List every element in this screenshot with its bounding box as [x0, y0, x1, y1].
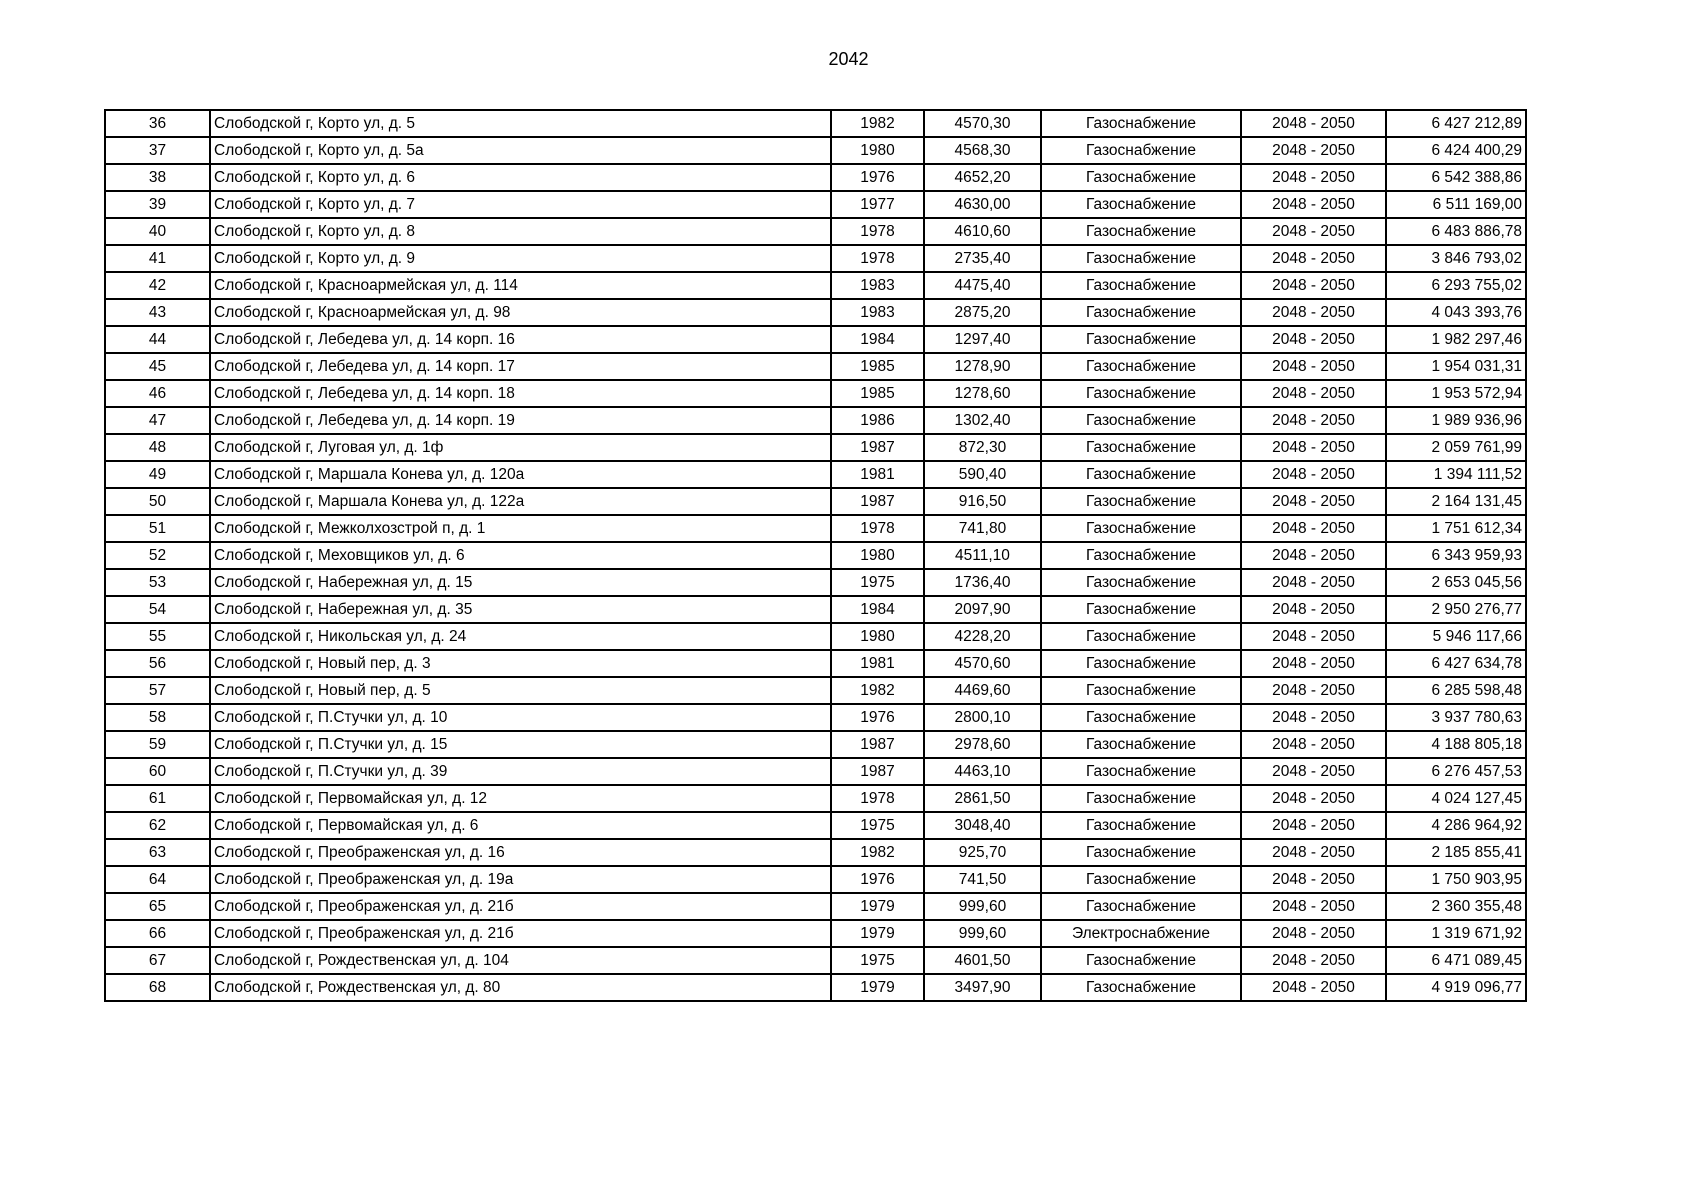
table-row [105, 866, 1526, 893]
build-year-cell: 1987 [831, 731, 924, 758]
row-number-cell: 62 [105, 812, 210, 839]
period-cell: 2048 - 2050 [1241, 110, 1386, 137]
work-type-cell: Газоснабжение [1041, 623, 1241, 650]
cost-cell: 2 164 131,45 [1386, 488, 1526, 515]
table-row [105, 299, 1526, 326]
area-cell: 4601,50 [924, 947, 1041, 974]
work-type-cell: Газоснабжение [1041, 542, 1241, 569]
table-row [105, 731, 1526, 758]
area-cell: 2097,90 [924, 596, 1041, 623]
address-cell: Слободской г, Корто ул, д. 9 [210, 245, 831, 272]
table-row [105, 920, 1526, 947]
work-type-cell: Газоснабжение [1041, 434, 1241, 461]
period-cell: 2048 - 2050 [1241, 326, 1386, 353]
address-cell: Слободской г, Корто ул, д. 5 [210, 110, 831, 137]
work-type-cell: Газоснабжение [1041, 731, 1241, 758]
table-row [105, 893, 1526, 920]
build-year-cell: 1986 [831, 407, 924, 434]
cost-cell: 6 285 598,48 [1386, 677, 1526, 704]
row-number-cell: 41 [105, 245, 210, 272]
work-type-cell: Газоснабжение [1041, 218, 1241, 245]
cost-cell: 4 043 393,76 [1386, 299, 1526, 326]
period-cell: 2048 - 2050 [1241, 947, 1386, 974]
address-cell: Слободской г, Преображенская ул, д. 16 [210, 839, 831, 866]
row-number-cell: 60 [105, 758, 210, 785]
row-number-cell: 37 [105, 137, 210, 164]
cost-cell: 6 276 457,53 [1386, 758, 1526, 785]
address-cell: Слободской г, П.Стучки ул, д. 15 [210, 731, 831, 758]
work-type-cell: Газоснабжение [1041, 515, 1241, 542]
area-cell: 4652,20 [924, 164, 1041, 191]
table-row [105, 191, 1526, 218]
row-number-cell: 66 [105, 920, 210, 947]
period-cell: 2048 - 2050 [1241, 731, 1386, 758]
row-number-cell: 67 [105, 947, 210, 974]
period-cell: 2048 - 2050 [1241, 407, 1386, 434]
build-year-cell: 1975 [831, 947, 924, 974]
period-cell: 2048 - 2050 [1241, 785, 1386, 812]
cost-cell: 1 982 297,46 [1386, 326, 1526, 353]
period-cell: 2048 - 2050 [1241, 569, 1386, 596]
build-year-cell: 1984 [831, 596, 924, 623]
row-number-cell: 58 [105, 704, 210, 731]
table-row [105, 218, 1526, 245]
period-cell: 2048 - 2050 [1241, 650, 1386, 677]
period-cell: 2048 - 2050 [1241, 596, 1386, 623]
work-type-cell: Газоснабжение [1041, 137, 1241, 164]
address-cell: Слободской г, Меховщиков ул, д. 6 [210, 542, 831, 569]
area-cell: 2735,40 [924, 245, 1041, 272]
address-cell: Слободской г, Корто ул, д. 7 [210, 191, 831, 218]
table-row [105, 353, 1526, 380]
area-cell: 916,50 [924, 488, 1041, 515]
build-year-cell: 1979 [831, 974, 924, 1001]
cost-cell: 3 846 793,02 [1386, 245, 1526, 272]
address-cell: Слободской г, Корто ул, д. 6 [210, 164, 831, 191]
address-cell: Слободской г, Маршала Конева ул, д. 120а [210, 461, 831, 488]
table-row [105, 137, 1526, 164]
row-number-cell: 53 [105, 569, 210, 596]
period-cell: 2048 - 2050 [1241, 299, 1386, 326]
area-cell: 4568,30 [924, 137, 1041, 164]
table-row [105, 569, 1526, 596]
area-cell: 4610,60 [924, 218, 1041, 245]
address-cell: Слободской г, Преображенская ул, д. 19а [210, 866, 831, 893]
table-row [105, 326, 1526, 353]
cost-cell: 1 751 612,34 [1386, 515, 1526, 542]
area-cell: 4570,30 [924, 110, 1041, 137]
row-number-cell: 45 [105, 353, 210, 380]
area-cell: 2800,10 [924, 704, 1041, 731]
work-type-cell: Газоснабжение [1041, 299, 1241, 326]
cost-cell: 4 024 127,45 [1386, 785, 1526, 812]
period-cell: 2048 - 2050 [1241, 893, 1386, 920]
cost-cell: 2 360 355,48 [1386, 893, 1526, 920]
work-type-cell: Газоснабжение [1041, 866, 1241, 893]
work-type-cell: Газоснабжение [1041, 353, 1241, 380]
address-cell: Слободской г, Лебедева ул, д. 14 корп. 19 [210, 407, 831, 434]
area-cell: 1278,90 [924, 353, 1041, 380]
address-cell: Слободской г, Рождественская ул, д. 80 [210, 974, 831, 1001]
cost-cell: 2 059 761,99 [1386, 434, 1526, 461]
cost-cell: 6 471 089,45 [1386, 947, 1526, 974]
row-number-cell: 61 [105, 785, 210, 812]
row-number-cell: 39 [105, 191, 210, 218]
period-cell: 2048 - 2050 [1241, 488, 1386, 515]
row-number-cell: 68 [105, 974, 210, 1001]
address-cell: Слободской г, Лебедева ул, д. 14 корп. 16 [210, 326, 831, 353]
work-type-cell: Газоснабжение [1041, 326, 1241, 353]
build-year-cell: 1981 [831, 650, 924, 677]
period-cell: 2048 - 2050 [1241, 218, 1386, 245]
work-type-cell: Газоснабжение [1041, 380, 1241, 407]
work-type-cell: Газоснабжение [1041, 650, 1241, 677]
period-cell: 2048 - 2050 [1241, 839, 1386, 866]
period-cell: 2048 - 2050 [1241, 515, 1386, 542]
row-number-cell: 42 [105, 272, 210, 299]
address-cell: Слободской г, Межколхозстрой п, д. 1 [210, 515, 831, 542]
area-cell: 999,60 [924, 920, 1041, 947]
row-number-cell: 59 [105, 731, 210, 758]
row-number-cell: 48 [105, 434, 210, 461]
table-row [105, 434, 1526, 461]
period-cell: 2048 - 2050 [1241, 353, 1386, 380]
row-number-cell: 54 [105, 596, 210, 623]
build-year-cell: 1987 [831, 434, 924, 461]
row-number-cell: 63 [105, 839, 210, 866]
table-row [105, 380, 1526, 407]
cost-cell: 2 185 855,41 [1386, 839, 1526, 866]
work-type-cell: Газоснабжение [1041, 596, 1241, 623]
work-type-cell: Газоснабжение [1041, 677, 1241, 704]
cost-cell: 6 427 634,78 [1386, 650, 1526, 677]
build-year-cell: 1978 [831, 785, 924, 812]
row-number-cell: 36 [105, 110, 210, 137]
area-cell: 590,40 [924, 461, 1041, 488]
cost-cell: 6 293 755,02 [1386, 272, 1526, 299]
table-row [105, 542, 1526, 569]
row-number-cell: 52 [105, 542, 210, 569]
address-cell: Слободской г, П.Стучки ул, д. 10 [210, 704, 831, 731]
table-row [105, 461, 1526, 488]
row-number-cell: 43 [105, 299, 210, 326]
table-row [105, 839, 1526, 866]
build-year-cell: 1975 [831, 569, 924, 596]
row-number-cell: 55 [105, 623, 210, 650]
address-cell: Слободской г, Первомайская ул, д. 12 [210, 785, 831, 812]
page-number: 2042 [828, 49, 869, 69]
work-type-cell: Газоснабжение [1041, 407, 1241, 434]
period-cell: 2048 - 2050 [1241, 812, 1386, 839]
row-number-cell: 51 [105, 515, 210, 542]
build-year-cell: 1982 [831, 839, 924, 866]
work-type-cell: Газоснабжение [1041, 839, 1241, 866]
build-year-cell: 1982 [831, 110, 924, 137]
row-number-cell: 44 [105, 326, 210, 353]
build-year-cell: 1987 [831, 488, 924, 515]
area-cell: 2978,60 [924, 731, 1041, 758]
period-cell: 2048 - 2050 [1241, 704, 1386, 731]
row-number-cell: 49 [105, 461, 210, 488]
cost-cell: 2 653 045,56 [1386, 569, 1526, 596]
table-row [105, 785, 1526, 812]
period-cell: 2048 - 2050 [1241, 623, 1386, 650]
build-year-cell: 1980 [831, 137, 924, 164]
area-cell: 999,60 [924, 893, 1041, 920]
table-row [105, 623, 1526, 650]
build-year-cell: 1980 [831, 542, 924, 569]
row-number-cell: 57 [105, 677, 210, 704]
period-cell: 2048 - 2050 [1241, 758, 1386, 785]
table-row [105, 758, 1526, 785]
address-cell: Слободской г, Корто ул, д. 8 [210, 218, 831, 245]
table-row [105, 677, 1526, 704]
cost-cell: 3 937 780,63 [1386, 704, 1526, 731]
address-cell: Слободской г, Преображенская ул, д. 21б [210, 920, 831, 947]
cost-cell: 6 343 959,93 [1386, 542, 1526, 569]
work-type-cell: Газоснабжение [1041, 461, 1241, 488]
cost-cell: 1 954 031,31 [1386, 353, 1526, 380]
table-body [105, 110, 1526, 1001]
work-type-cell: Газоснабжение [1041, 812, 1241, 839]
work-type-cell: Газоснабжение [1041, 488, 1241, 515]
address-cell: Слободской г, Набережная ул, д. 35 [210, 596, 831, 623]
table-row [105, 515, 1526, 542]
table-row [105, 164, 1526, 191]
work-type-cell: Газоснабжение [1041, 947, 1241, 974]
area-cell: 4463,10 [924, 758, 1041, 785]
build-year-cell: 1978 [831, 515, 924, 542]
row-number-cell: 40 [105, 218, 210, 245]
period-cell: 2048 - 2050 [1241, 434, 1386, 461]
work-type-cell: Газоснабжение [1041, 758, 1241, 785]
area-cell: 4475,40 [924, 272, 1041, 299]
address-cell: Слободской г, Маршала Конева ул, д. 122а [210, 488, 831, 515]
build-year-cell: 1976 [831, 866, 924, 893]
address-cell: Слободской г, Красноармейская ул, д. 114 [210, 272, 831, 299]
address-cell: Слободской г, Луговая ул, д. 1ф [210, 434, 831, 461]
build-year-cell: 1975 [831, 812, 924, 839]
build-year-cell: 1979 [831, 893, 924, 920]
address-cell: Слободской г, Новый пер, д. 3 [210, 650, 831, 677]
area-cell: 872,30 [924, 434, 1041, 461]
row-number-cell: 56 [105, 650, 210, 677]
cost-cell: 1 394 111,52 [1386, 461, 1526, 488]
address-cell: Слободской г, Лебедева ул, д. 14 корп. 17 [210, 353, 831, 380]
area-cell: 4570,60 [924, 650, 1041, 677]
build-year-cell: 1976 [831, 164, 924, 191]
work-type-cell: Газоснабжение [1041, 110, 1241, 137]
table-row [105, 488, 1526, 515]
cost-cell: 6 483 886,78 [1386, 218, 1526, 245]
row-number-cell: 47 [105, 407, 210, 434]
table-row [105, 947, 1526, 974]
work-type-cell: Газоснабжение [1041, 164, 1241, 191]
work-type-cell: Газоснабжение [1041, 785, 1241, 812]
address-cell: Слободской г, Красноармейская ул, д. 98 [210, 299, 831, 326]
cost-cell: 1 989 936,96 [1386, 407, 1526, 434]
area-cell: 3497,90 [924, 974, 1041, 1001]
cost-cell: 6 427 212,89 [1386, 110, 1526, 137]
work-type-cell: Газоснабжение [1041, 974, 1241, 1001]
area-cell: 741,80 [924, 515, 1041, 542]
area-cell: 4630,00 [924, 191, 1041, 218]
address-cell: Слободской г, П.Стучки ул, д. 39 [210, 758, 831, 785]
table-row [105, 272, 1526, 299]
work-type-cell: Газоснабжение [1041, 245, 1241, 272]
row-number-cell: 46 [105, 380, 210, 407]
build-year-cell: 1984 [831, 326, 924, 353]
area-cell: 2875,20 [924, 299, 1041, 326]
table-row [105, 650, 1526, 677]
cost-cell: 5 946 117,66 [1386, 623, 1526, 650]
build-year-cell: 1978 [831, 245, 924, 272]
work-type-cell: Газоснабжение [1041, 569, 1241, 596]
table-row [105, 407, 1526, 434]
build-year-cell: 1978 [831, 218, 924, 245]
period-cell: 2048 - 2050 [1241, 920, 1386, 947]
period-cell: 2048 - 2050 [1241, 191, 1386, 218]
work-type-cell: Газоснабжение [1041, 704, 1241, 731]
area-cell: 1302,40 [924, 407, 1041, 434]
row-number-cell: 38 [105, 164, 210, 191]
build-year-cell: 1983 [831, 272, 924, 299]
cost-cell: 4 286 964,92 [1386, 812, 1526, 839]
area-cell: 1297,40 [924, 326, 1041, 353]
cost-cell: 1 319 671,92 [1386, 920, 1526, 947]
period-cell: 2048 - 2050 [1241, 542, 1386, 569]
build-year-cell: 1976 [831, 704, 924, 731]
period-cell: 2048 - 2050 [1241, 677, 1386, 704]
period-cell: 2048 - 2050 [1241, 137, 1386, 164]
repair-schedule-table [104, 109, 1527, 1002]
build-year-cell: 1977 [831, 191, 924, 218]
build-year-cell: 1983 [831, 299, 924, 326]
cost-cell: 1 953 572,94 [1386, 380, 1526, 407]
area-cell: 3048,40 [924, 812, 1041, 839]
address-cell: Слободской г, Первомайская ул, д. 6 [210, 812, 831, 839]
address-cell: Слободской г, Корто ул, д. 5а [210, 137, 831, 164]
cost-cell: 6 424 400,29 [1386, 137, 1526, 164]
work-type-cell: Газоснабжение [1041, 893, 1241, 920]
area-cell: 2861,50 [924, 785, 1041, 812]
build-year-cell: 1985 [831, 353, 924, 380]
build-year-cell: 1985 [831, 380, 924, 407]
row-number-cell: 50 [105, 488, 210, 515]
build-year-cell: 1982 [831, 677, 924, 704]
cost-cell: 2 950 276,77 [1386, 596, 1526, 623]
address-cell: Слободской г, Никольская ул, д. 24 [210, 623, 831, 650]
area-cell: 4228,20 [924, 623, 1041, 650]
cost-cell: 1 750 903,95 [1386, 866, 1526, 893]
area-cell: 1736,40 [924, 569, 1041, 596]
area-cell: 4469,60 [924, 677, 1041, 704]
area-cell: 4511,10 [924, 542, 1041, 569]
period-cell: 2048 - 2050 [1241, 380, 1386, 407]
table-row [105, 812, 1526, 839]
address-cell: Слободской г, Новый пер, д. 5 [210, 677, 831, 704]
address-cell: Слободской г, Преображенская ул, д. 21б [210, 893, 831, 920]
cost-cell: 4 919 096,77 [1386, 974, 1526, 1001]
cost-cell: 6 511 169,00 [1386, 191, 1526, 218]
period-cell: 2048 - 2050 [1241, 245, 1386, 272]
build-year-cell: 1979 [831, 920, 924, 947]
table-row [105, 110, 1526, 137]
period-cell: 2048 - 2050 [1241, 461, 1386, 488]
work-type-cell: Газоснабжение [1041, 272, 1241, 299]
cost-cell: 4 188 805,18 [1386, 731, 1526, 758]
table-row [105, 974, 1526, 1001]
period-cell: 2048 - 2050 [1241, 164, 1386, 191]
cost-cell: 6 542 388,86 [1386, 164, 1526, 191]
build-year-cell: 1981 [831, 461, 924, 488]
address-cell: Слободской г, Лебедева ул, д. 14 корп. 18 [210, 380, 831, 407]
period-cell: 2048 - 2050 [1241, 866, 1386, 893]
address-cell: Слободской г, Рождественская ул, д. 104 [210, 947, 831, 974]
row-number-cell: 65 [105, 893, 210, 920]
area-cell: 741,50 [924, 866, 1041, 893]
table-row [105, 245, 1526, 272]
area-cell: 925,70 [924, 839, 1041, 866]
build-year-cell: 1980 [831, 623, 924, 650]
table-row [105, 704, 1526, 731]
address-cell: Слободской г, Набережная ул, д. 15 [210, 569, 831, 596]
row-number-cell: 64 [105, 866, 210, 893]
period-cell: 2048 - 2050 [1241, 974, 1386, 1001]
build-year-cell: 1987 [831, 758, 924, 785]
table-row [105, 596, 1526, 623]
work-type-cell: Электроснабжение [1041, 920, 1241, 947]
period-cell: 2048 - 2050 [1241, 272, 1386, 299]
area-cell: 1278,60 [924, 380, 1041, 407]
work-type-cell: Газоснабжение [1041, 191, 1241, 218]
